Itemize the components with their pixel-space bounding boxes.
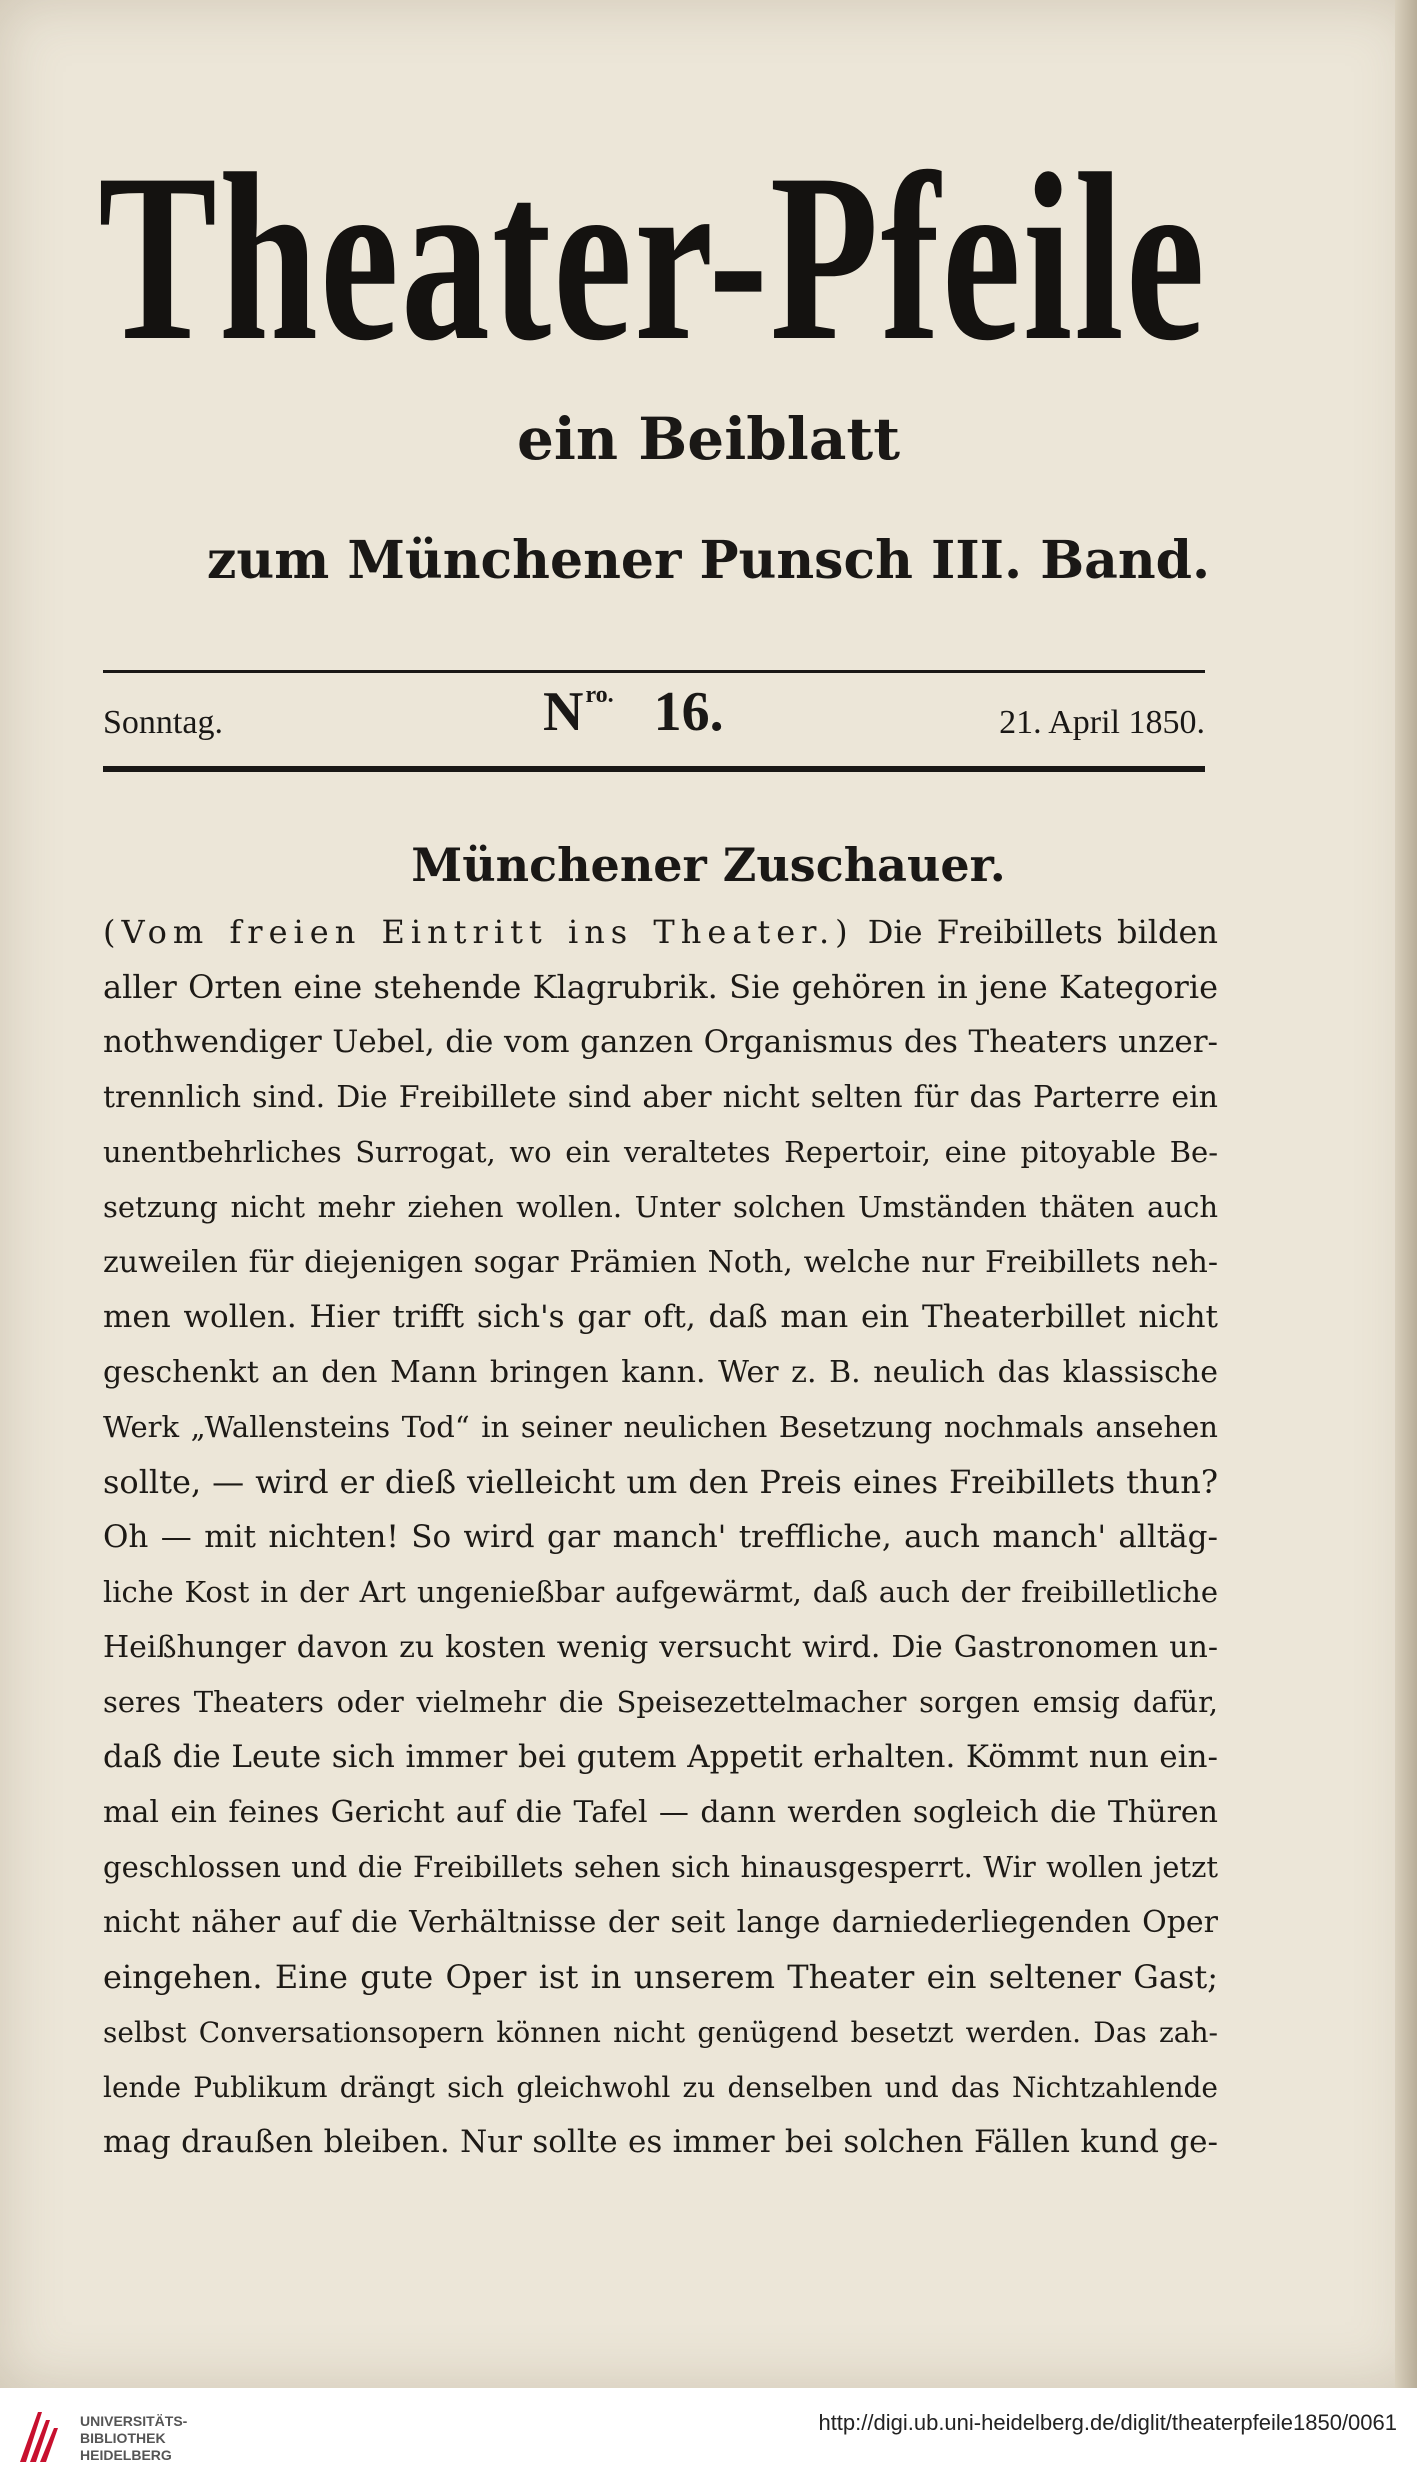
article-line: nicht näher auf die Verhältnisse der seit lange darniederliegenden Oper [103, 1905, 1218, 1940]
issue-date: 21. April 1850. [999, 704, 1205, 741]
article-lead: (Vom freien Eintritt ins Theater.) [103, 913, 854, 951]
article-line: daß die Leute sich immer bei gutem Appetit erhalten. Kömmt nun ein- [103, 1739, 1218, 1775]
issue-number [543, 680, 724, 744]
issue-nro-label: N [543, 681, 584, 743]
article-line: men wollen. Hier trifft sich's gar oft, daß man ein Theaterbillet nicht [103, 1299, 1218, 1335]
article-line: seres Theaters oder vielmehr die Speisezettelmacher sorgen emsig dafür, [103, 1685, 1218, 1719]
viewer-footer [0, 2388, 1417, 2492]
article-line: aller Orten eine stehende Klagrubrik. Sie gehören in jene Kategorie [103, 968, 1218, 1006]
article-line: Heißhunger davon zu kosten wenig versucht wird. Die Gastronomen un- [103, 1630, 1218, 1665]
article-heading: Münchener Zuschauer. [411, 838, 1006, 892]
article-line: lende Publikum drängt sich gleichwohl zu denselben und das Nichtzahlende [103, 2071, 1218, 2104]
library-name-line2: BIBLIOTHEK [80, 2430, 166, 2446]
library-name-line3: HEIDELBERG [80, 2447, 172, 2463]
article-line: mal ein feines Gericht auf die Tafel — dann werden sogleich die Thüren [103, 1795, 1218, 1830]
issue-nro-superscript: ro. [585, 682, 614, 708]
article-line: Werk „Wallensteins Tod“ in seiner neulichen Besetzung nochmals ansehen [103, 1410, 1218, 1444]
page-edge [1395, 0, 1417, 2388]
article-line: sollte, — wird er dieß vielleicht um den Preis eines Freibillets thun? [103, 1463, 1218, 1501]
article-line: unentbehrliches Surrogat, wo ein veraltetes Repertoir, eine pitoyable Be- [103, 1135, 1218, 1169]
article-line: mag draußen bleiben. Nur sollte es immer bei solchen Fällen kund ge- [103, 2124, 1218, 2160]
article-body [103, 905, 1218, 2170]
article-line: trennlich sind. Die Freibillete sind aber nicht selten für das Parterre ein [103, 1080, 1218, 1115]
article-line: eingehen. Eine gute Oper ist in unserem Theater ein seltener Gast; [103, 1958, 1218, 1996]
library-logo-icon [16, 2406, 62, 2468]
masthead-subtitle-line2: zum Münchener Punsch III. Band. [206, 530, 1211, 591]
article-line: setzung nicht mehr ziehen wollen. Unter solchen Umständen thäten auch [103, 1190, 1218, 1224]
library-name [80, 2413, 187, 2464]
article-line: nothwendiger Uebel, die vom ganzen Organismus des Theaters unzer- [103, 1024, 1218, 1060]
article-line [103, 905, 1218, 960]
article-line: zuweilen für diejenigen sogar Prämien Noth, welche nur Freibillets neh- [103, 1245, 1218, 1280]
issue-line [103, 680, 1205, 760]
article-line: geschenkt an den Mann bringen kann. Wer z. B. neulich das klassische [103, 1355, 1218, 1390]
issue-number-value: 16. [653, 681, 724, 743]
masthead-subtitle: ein Beiblatt [516, 405, 900, 473]
rule-top [103, 670, 1205, 673]
rule-bottom [103, 766, 1205, 772]
article-line: Oh — mit nichten! So wird gar manch' treffliche, auch manch' alltäg- [103, 1519, 1218, 1555]
masthead-title: Theater-Pfeile [98, 123, 1207, 391]
article-line-text: Die Freibillets bilden [867, 913, 1218, 951]
article-line: geschlossen und die Freibillets sehen sich hinausgesperrt. Wir wollen jetzt [103, 1850, 1218, 1884]
permalink-url[interactable]: http://digi.ub.uni-heidelberg.de/diglit/theaterpfeile1850/0061 [818, 2410, 1397, 2435]
article-line: liche Kost in der Art ungenießbar aufgewärmt, daß auch der freibilletliche [103, 1575, 1218, 1609]
issue-day: Sonntag. [103, 704, 223, 741]
article-line: selbst Conversationsopern können nicht genügend besetzt werden. Das zah- [103, 2016, 1218, 2049]
library-name-line1: UNIVERSITÄTS- [80, 2413, 188, 2429]
